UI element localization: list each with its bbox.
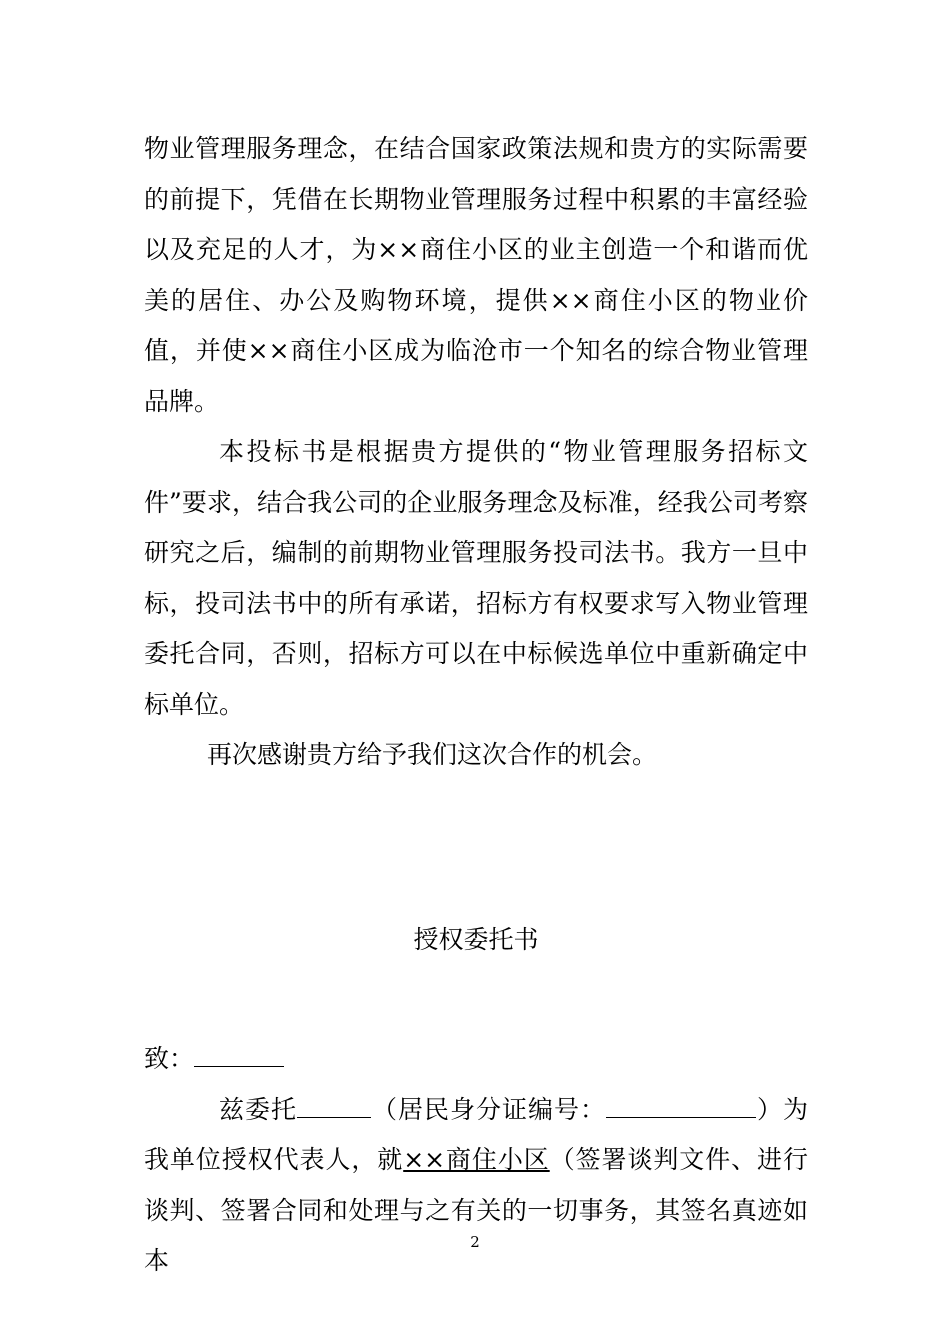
page-number: 2	[470, 1233, 480, 1251]
project-name: ××商住小区	[403, 1145, 550, 1174]
authorization-body	[144, 1085, 808, 1287]
authorization-text-3: ）为我单位授权代表人，就	[144, 1094, 808, 1174]
paragraph-bid-statement: 本投标书是根据贵方提供的“物业管理服务招标文件”要求，结合我公司的企业服务理念及标准，经我公司考察研究之后，编制的前期物业管理服务投司法书。我方一旦中标，投司法书中的所有承诺，招标方有权要求写入物业管理委托合同，否则，招标方可以在中标候选单位中重新确定中标单位。	[144, 437, 808, 719]
main-text	[144, 124, 808, 781]
recipient-label: 致：	[144, 1044, 195, 1073]
agent-name-blank	[297, 1095, 371, 1118]
paragraph-thanks: 再次感谢贵方给予我们这次合作的机会。	[207, 740, 658, 769]
authorization-title: 授权委托书	[413, 925, 539, 954]
authorization-text-2: （居民身分证编号：	[371, 1094, 606, 1124]
authorization-text-4: （签署谈判文件、进行谈判、签署合同和处理与之有关的一切事务，其签名真迹如本	[144, 1145, 808, 1275]
id-number-blank	[606, 1095, 756, 1118]
paragraph-service-concept: 物业管理服务理念，在结合国家政策法规和贵方的实际需要的前提下，凭借在长期物业管理服务过程中积累的丰富经验以及充足的人才，为××商住小区的业主创造一个和谐而优美的居住、办公及购物环境，提供××商住小区的物业价值，并使××商住小区成为临沧市一个知名的综合物业管理品牌。	[144, 134, 808, 416]
recipient-line	[144, 1034, 808, 1085]
recipient-blank	[194, 1044, 284, 1067]
authorization-text-1: 兹委托	[219, 1094, 297, 1124]
